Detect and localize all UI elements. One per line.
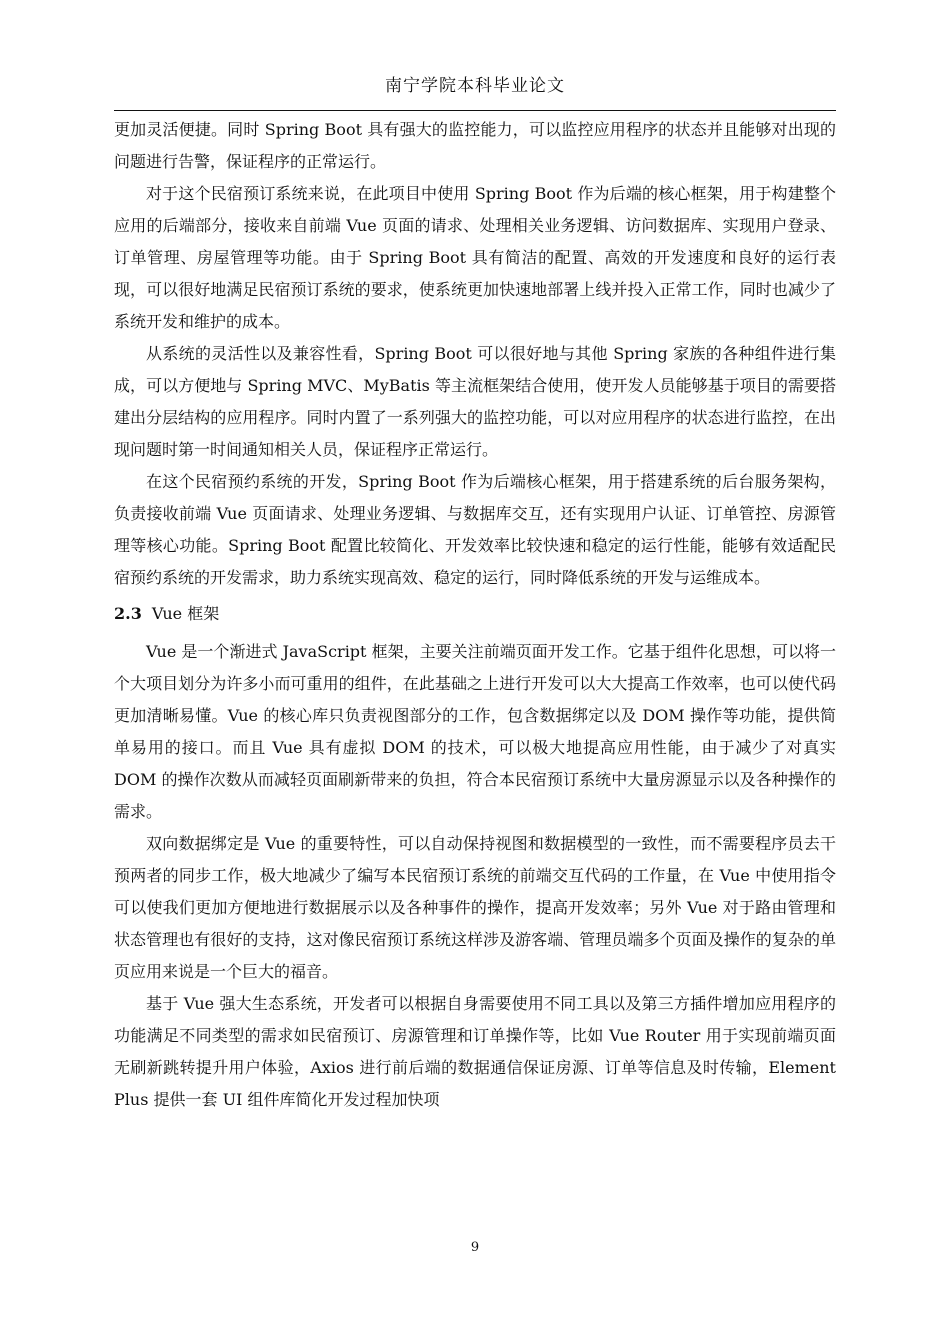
paragraph-vue-intro: Vue 是一个渐进式 JavaScript 框架，主要关注前端页面开发工作。它基于组件化思想，可以将一个大项目划分为许多小而可重用的组件，在此基础之上进行开发可以大大提高工作效率，也可以使代码更加清晰易懂。Vue 的核心库只负责视图部分的工作，包含数据绑定以及 DOM 操作等功能，提供简单易用的接口。而且 Vue 具有虚拟 DOM 的技术，可以极大地提高应用性能，由于减少了对真实 DOM 的操作次数从而减轻页面刷新带来的负担，符合本民宿预订系统中大量房源显示以及各种操作的需求。 — [114, 642, 836, 821]
paragraph-spring-boot-flexibility: 从系统的灵活性以及兼容性看，Spring Boot 可以很好地与其他 Spring 家族的各种组件进行集成，可以方便地与 Spring MVC、MyBatis 等主流框架结合使用，使开发人员能够基于项目的需要搭建出分层结构的应用程序。同时内置了一系列强大的监控功能，可以对应用程序的状态进行监控，在出现问题时第一时间通知相关人员，保证程序正常运行。 — [114, 344, 836, 459]
page-body — [114, 114, 836, 1116]
paragraph-spring-boot-role: 对于这个民宿预订系统来说，在此项目中使用 Spring Boot 作为后端的核心框架，用于构建整个应用的后端部分，接收来自前端 Vue 页面的请求、处理相关业务逻辑、访问数据库、实现用户登录、订单管理、房屋管理等功能。由于 Spring Boot 具有简洁的配置、高效的开发速度和良好的运行表现，可以很好地满足民宿预订系统的要求，使系统更加快速地部署上线并投入正常工作，同时也减少了系统开发和维护的成本。 — [114, 184, 836, 331]
paragraph-spring-boot-summary: 在这个民宿预约系统的开发，Spring Boot 作为后端核心框架，用于搭建系统的后台服务架构，负责接收前端 Vue 页面请求、处理业务逻辑、与数据库交互，还有实现用户认证、订单管控、房源管理等核心功能。Spring Boot 配置比较简化、开发效率比较快速和稳定的运行性能，能够有效适配民宿预约系统的开发需求，助力系统实现高效、稳定的运行，同时降低系统的开发与运维成本。 — [114, 472, 836, 587]
header-divider — [114, 110, 836, 111]
paragraph-continuation: 更加灵活便捷。同时 Spring Boot 具有强大的监控能力，可以监控应用程序的状态并且能够对出现的问题进行告警，保证程序的正常运行。 — [114, 120, 836, 171]
page-number: 9 — [470, 1240, 480, 1255]
page-header-title: 南宁学院本科毕业论文 — [385, 76, 565, 96]
paragraph-vue-binding: 双向数据绑定是 Vue 的重要特性，可以自动保持视图和数据模型的一致性，而不需要程序员去干预两者的同步工作，极大地减少了编写本民宿预订系统的前端交互代码的工作量，在 Vue 中使用指令可以使我们更加方便地进行数据展示以及各种事件的操作，提高开发效率；另外 Vue 对于路由管理和状态管理也有很好的支持，这对像民宿预订系统这样涉及游客端、管理员端多个页面及操作的复杂的单页应用来说是一个巨大的福音。 — [114, 834, 836, 981]
section-number: 2.3 — [114, 604, 142, 623]
paragraph-vue-ecosystem: 基于 Vue 强大生态系统，开发者可以根据自身需要使用不同工具以及第三方插件增加应用程序的功能满足不同类型的需求如民宿预订、房源管理和订单操作等，比如 Vue Router 用于实现前端页面无刷新跳转提升用户体验，Axios 进行前后端的数据通信保证房源、订单等信息及时传输，Element Plus 提供一套 UI 组件库简化开发过程加快项 — [114, 994, 836, 1109]
section-heading — [114, 598, 836, 630]
section-title: Vue 框架 — [151, 604, 220, 623]
